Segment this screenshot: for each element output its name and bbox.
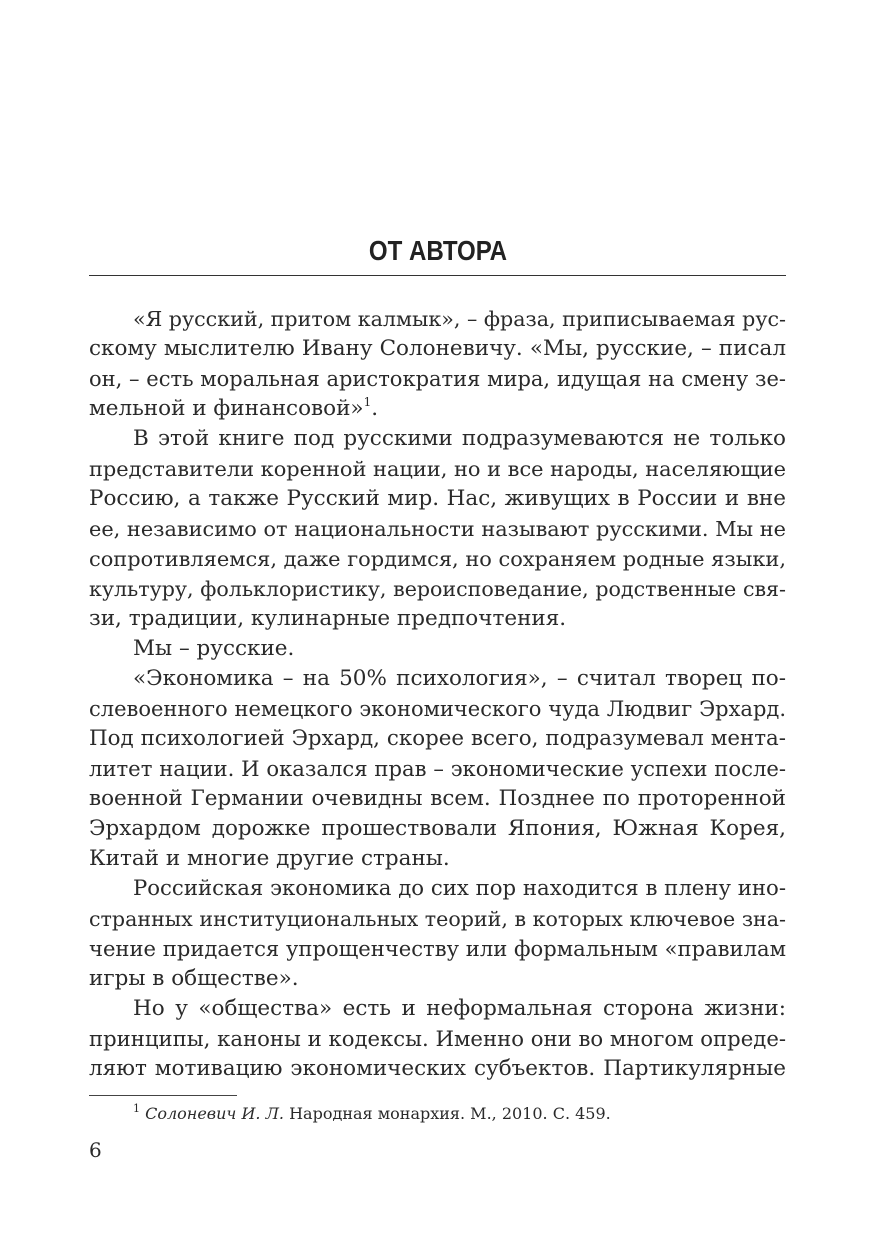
text-line: Под психологией Эрхард, скорее всего, подразумевал мента-: [89, 726, 786, 751]
text-line-end: .: [371, 396, 379, 421]
footnote-number: 1: [133, 1102, 140, 1115]
text-line: [89, 394, 786, 424]
footnote-text: Народная монархия. М., 2010. С. 459.: [284, 1104, 611, 1123]
text-line: принципы, каноны и кодексы. Именно они во многом опреде-: [89, 1026, 787, 1051]
text-line: Но у «общества» есть и неформальная сторона жизни:: [133, 996, 786, 1021]
footnote-author: Солоневич И. Л.: [145, 1104, 285, 1123]
text-line: литет нации. И оказался прав – экономические успехи после-: [89, 756, 786, 781]
text-line: зи, традиции, кулинарные предпочтения.: [89, 606, 567, 631]
text-line: сопротивляемся, даже гордимся, но сохраняем родные языки,: [89, 547, 786, 571]
text-line: Российская экономика до сих пор находится в плену ино-: [133, 876, 786, 901]
footnote-divider: [89, 1095, 237, 1096]
chapter-heading: ОТ АВТОРА: [368, 235, 508, 266]
text-line: Россию, а также Русский мир. Нас, живущих в России и вне: [89, 486, 786, 511]
text-line: «Я русский, притом калмык», – фраза, приписываемая рус-: [133, 307, 786, 331]
page-number: 6: [89, 1138, 102, 1162]
text-line: ляют мотивацию экономических субъектов. Партикулярные: [89, 1056, 786, 1081]
text-line: Мы – русские.: [133, 636, 295, 661]
text-line: Китай и многие другие страны.: [89, 846, 450, 871]
footnote-reference: 1: [363, 395, 372, 409]
text-line: ее, независимо от национальности называют русскими. Мы не: [89, 517, 786, 541]
text-line: слевоенного немецкого экономического чуда Людвиг Эрхард.: [89, 696, 786, 721]
text-line: странных институциональных теорий, в которых ключевое зна-: [89, 907, 786, 931]
text-line-content: мельной и финансовой»: [89, 396, 364, 421]
text-line: военной Германии очевидны всем. Позднее по проторенной: [89, 786, 786, 811]
text-line: представители коренной нации, но и все народы, населяющие: [89, 457, 787, 481]
text-line: он, – есть моральная аристократия мира, идущая на смену зе-: [89, 366, 786, 391]
text-line: игры в обществе».: [89, 966, 299, 991]
text-line: Эрхардом дорожке прошествовали Япония, Южная Корея,: [89, 816, 786, 841]
text-line: скому мыслителю Ивану Солоневичу. «Мы, русские, – писал: [89, 336, 786, 361]
footnote: [133, 1102, 611, 1126]
text-line: В этой книге под русскими подразумеваются не только: [133, 426, 786, 451]
text-line: «Экономика – на 50% психология», – считал творец по-: [133, 666, 786, 691]
text-line: чение придается упрощенчеству или формальным «правилам: [89, 936, 786, 961]
text-line: культуру, фольклористику, вероисповедание, родственные свя-: [89, 577, 786, 601]
heading-divider: [89, 275, 786, 276]
